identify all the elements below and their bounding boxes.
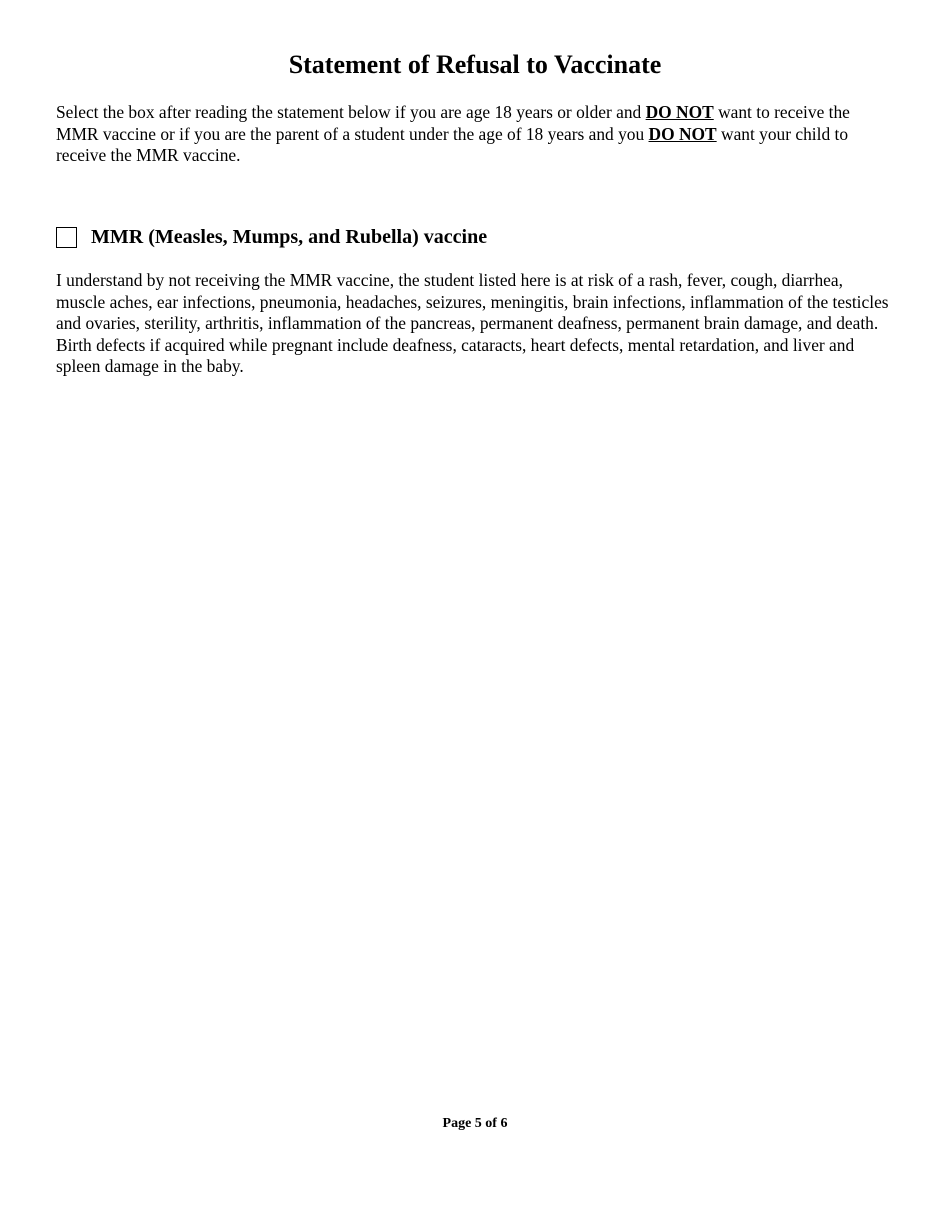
intro-text-part2: want to receive the MMR vaccine or if you are the parent of a student under the age of 18 years and you (56, 102, 850, 144)
mmr-vaccine-option (56, 224, 487, 250)
intro-text-part3: want your child to receive the MMR vaccine. (56, 123, 849, 165)
intro-emphasis-2: DO NOT (648, 123, 717, 144)
intro-emphasis-1: DO NOT (645, 102, 714, 122)
mmr-vaccine-label: MMR (Measles, Mumps, and Rubella) vaccine (91, 226, 488, 248)
refusal-statement: I understand by not receiving the MMR vaccine, the student listed here is at risk of a rash, fever, cough, diarrhea, muscle aches, ear infections, pneumonia, headaches, seizures, meningitis, brain infections, inflammation of the testicles and ovaries, sterility, arthritis, inflammation of the pancreas, permanent deafness, permanent brain damage, and death. Birth defects if acquired while pregnant include deafness, cataracts, heart defects, mental retardation, and liver and spleen damage in the baby. (56, 270, 889, 376)
intro-paragraph (56, 102, 896, 167)
document-title: Statement of Refusal to Vaccinate (288, 50, 662, 79)
page-number: Page 5 of 6 (442, 1116, 508, 1131)
mmr-refusal-checkbox[interactable] (56, 227, 77, 248)
intro-text-part1: Select the box after reading the statement below if you are age 18 years or older and (56, 102, 646, 122)
